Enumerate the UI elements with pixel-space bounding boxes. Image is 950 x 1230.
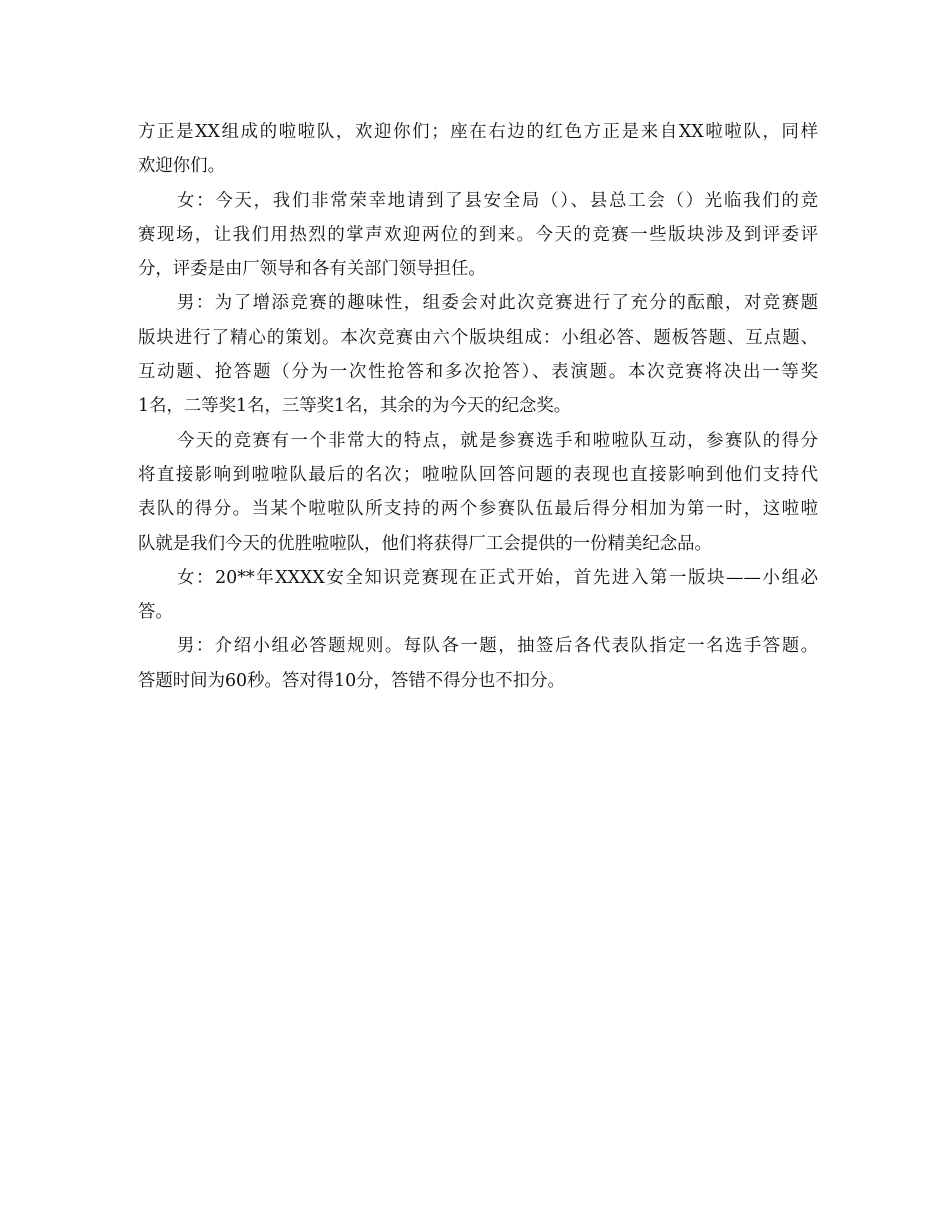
text-line: 答。 [138,602,173,623]
text-line: 男：为了增添竞赛的趣味性，组委会对此次竞赛进行了充分的酝酿，对竞赛题 [177,293,818,314]
text-line: 队就是我们今天的优胜啦啦队，他们将获得厂工会提供的一份精美纪念品。 [138,533,712,554]
text-line: 互动题、抢答题（分为一次性抢答和多次抢答）、表演题。本次竞赛将决出一等奖 [138,362,818,383]
text-line: 女：20**年XXXX安全知识竞赛现在正式开始，首先进入第一版块——小组必 [177,567,818,588]
text-line: 欢迎你们。 [138,156,225,177]
text-line: 答题时间为60秒。答对得10分，答错不得分也不扣分。 [138,670,565,691]
text-line: 1名，二等奖1名，三等奖1名，其余的为今天的纪念奖。 [138,396,572,417]
document-body [138,115,818,698]
text-line: 表队的得分。当某个啦啦队所支持的两个参赛队伍最后得分相加为第一时，这啦啦 [138,499,818,520]
text-line: 男：介绍小组必答题规则。每队各一题，抽签后各代表队指定一名选手答题。 [177,636,818,657]
text-line: 方正是XX组成的啦啦队，欢迎你们；座在右边的红色方正是来自XX啦啦队，同样 [138,122,818,142]
text-line: 今天的竞赛有一个非常大的特点，就是参赛选手和啦啦队互动，参赛队的得分 [177,430,818,451]
text-line: 分，评委是由厂领导和各有关部门领导担任。 [138,259,486,280]
text-line: 版块进行了精心的策划。本次竞赛由六个版块组成：小组必答、题板答题、互点题、 [138,327,818,348]
text-line: 将直接影响到啦啦队最后的名次；啦啦队回答问题的表现也直接影响到他们支持代 [138,464,818,485]
text-line: 赛现场，让我们用热烈的掌声欢迎两位的到来。今天的竞赛一些版块涉及到评委评 [138,224,818,245]
text-line: 女：今天，我们非常荣幸地请到了县安全局（）、县总工会（）光临我们的竞 [177,190,818,211]
